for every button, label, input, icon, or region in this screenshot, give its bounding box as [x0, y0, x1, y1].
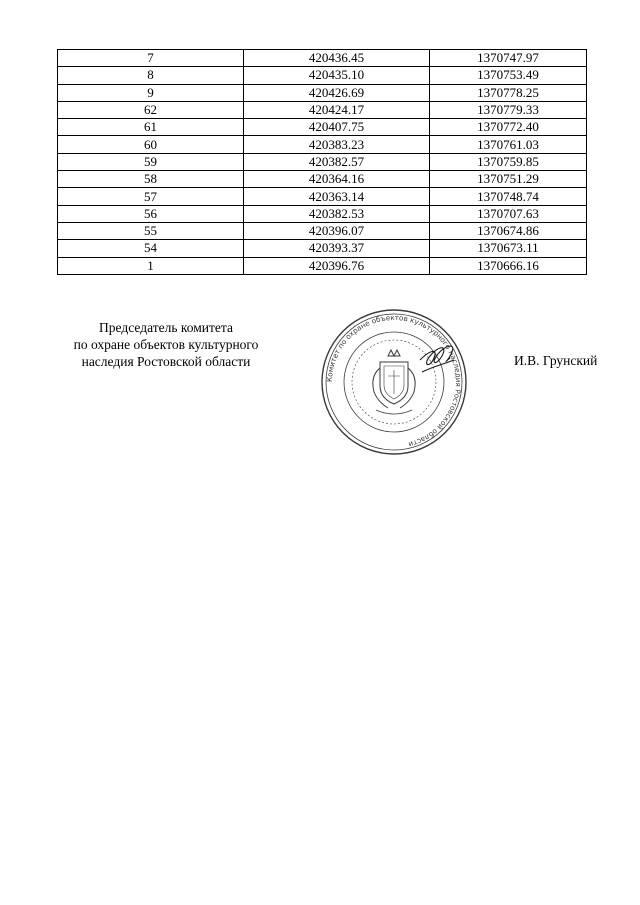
y-coordinate-cell: 1370666.16: [430, 257, 587, 274]
y-coordinate-cell: 1370748.74: [430, 188, 587, 205]
x-coordinate-cell: 420364.16: [244, 171, 430, 188]
y-coordinate-cell: 1370707.63: [430, 205, 587, 222]
y-coordinate-cell: 1370751.29: [430, 171, 587, 188]
table-row: [58, 84, 587, 101]
point-number-cell: 59: [58, 153, 244, 170]
table-row: [58, 171, 587, 188]
point-number-cell: 61: [58, 119, 244, 136]
y-coordinate-cell: 1370673.11: [430, 240, 587, 257]
point-number-cell: 56: [58, 205, 244, 222]
signer-name: И.В. Грунский: [514, 353, 598, 368]
x-coordinate-cell: 420435.10: [244, 67, 430, 84]
table-row: [58, 101, 587, 118]
y-coordinate-cell: 1370747.97: [430, 50, 587, 67]
point-number-cell: 54: [58, 240, 244, 257]
x-coordinate-cell: 420382.57: [244, 153, 430, 170]
table-row: [58, 136, 587, 153]
point-number-cell: 55: [58, 222, 244, 239]
x-coordinate-cell: 420436.45: [244, 50, 430, 67]
y-coordinate-cell: 1370753.49: [430, 67, 587, 84]
x-coordinate-cell: 420424.17: [244, 101, 430, 118]
point-number-cell: 9: [58, 84, 244, 101]
x-coordinate-cell: 420363.14: [244, 188, 430, 205]
table-row: [58, 50, 587, 67]
point-number-cell: 58: [58, 171, 244, 188]
point-number-cell: 57: [58, 188, 244, 205]
x-coordinate-cell: 420407.75: [244, 119, 430, 136]
x-coordinate-cell: 420426.69: [244, 84, 430, 101]
x-coordinate-cell: 420382.53: [244, 205, 430, 222]
table-row: [58, 222, 587, 239]
y-coordinate-cell: 1370759.85: [430, 153, 587, 170]
point-number-cell: 7: [58, 50, 244, 67]
table-row: [58, 205, 587, 222]
x-coordinate-cell: 420396.76: [244, 257, 430, 274]
table-row: [58, 153, 587, 170]
y-coordinate-cell: 1370779.33: [430, 101, 587, 118]
signer-title-line: наследия Ростовской области: [81, 354, 251, 369]
table-row: [58, 188, 587, 205]
y-coordinate-cell: 1370674.86: [430, 222, 587, 239]
point-number-cell: 60: [58, 136, 244, 153]
x-coordinate-cell: 420396.07: [244, 222, 430, 239]
official-seal: [318, 306, 470, 458]
x-coordinate-cell: 420393.37: [244, 240, 430, 257]
table-row: [58, 240, 587, 257]
point-number-cell: 1: [58, 257, 244, 274]
y-coordinate-cell: 1370772.40: [430, 119, 587, 136]
table-row: [58, 67, 587, 84]
table-row: [58, 119, 587, 136]
coat-of-arms-icon: [373, 350, 415, 414]
signer-title-line: Председатель комитета: [99, 320, 233, 335]
signer-title-line: по охране объектов культурного: [73, 337, 259, 352]
point-number-cell: 62: [58, 101, 244, 118]
point-number-cell: 8: [58, 67, 244, 84]
x-coordinate-cell: 420383.23: [244, 136, 430, 153]
table-row: [58, 257, 587, 274]
seal-outer-text: Комитет по охране объектов культурного наследия Ростовской области: [324, 312, 464, 450]
coordinates-table-body: [58, 50, 587, 275]
signer-title: [60, 319, 272, 370]
y-coordinate-cell: 1370761.03: [430, 136, 587, 153]
y-coordinate-cell: 1370778.25: [430, 84, 587, 101]
coordinates-table: [57, 49, 587, 275]
